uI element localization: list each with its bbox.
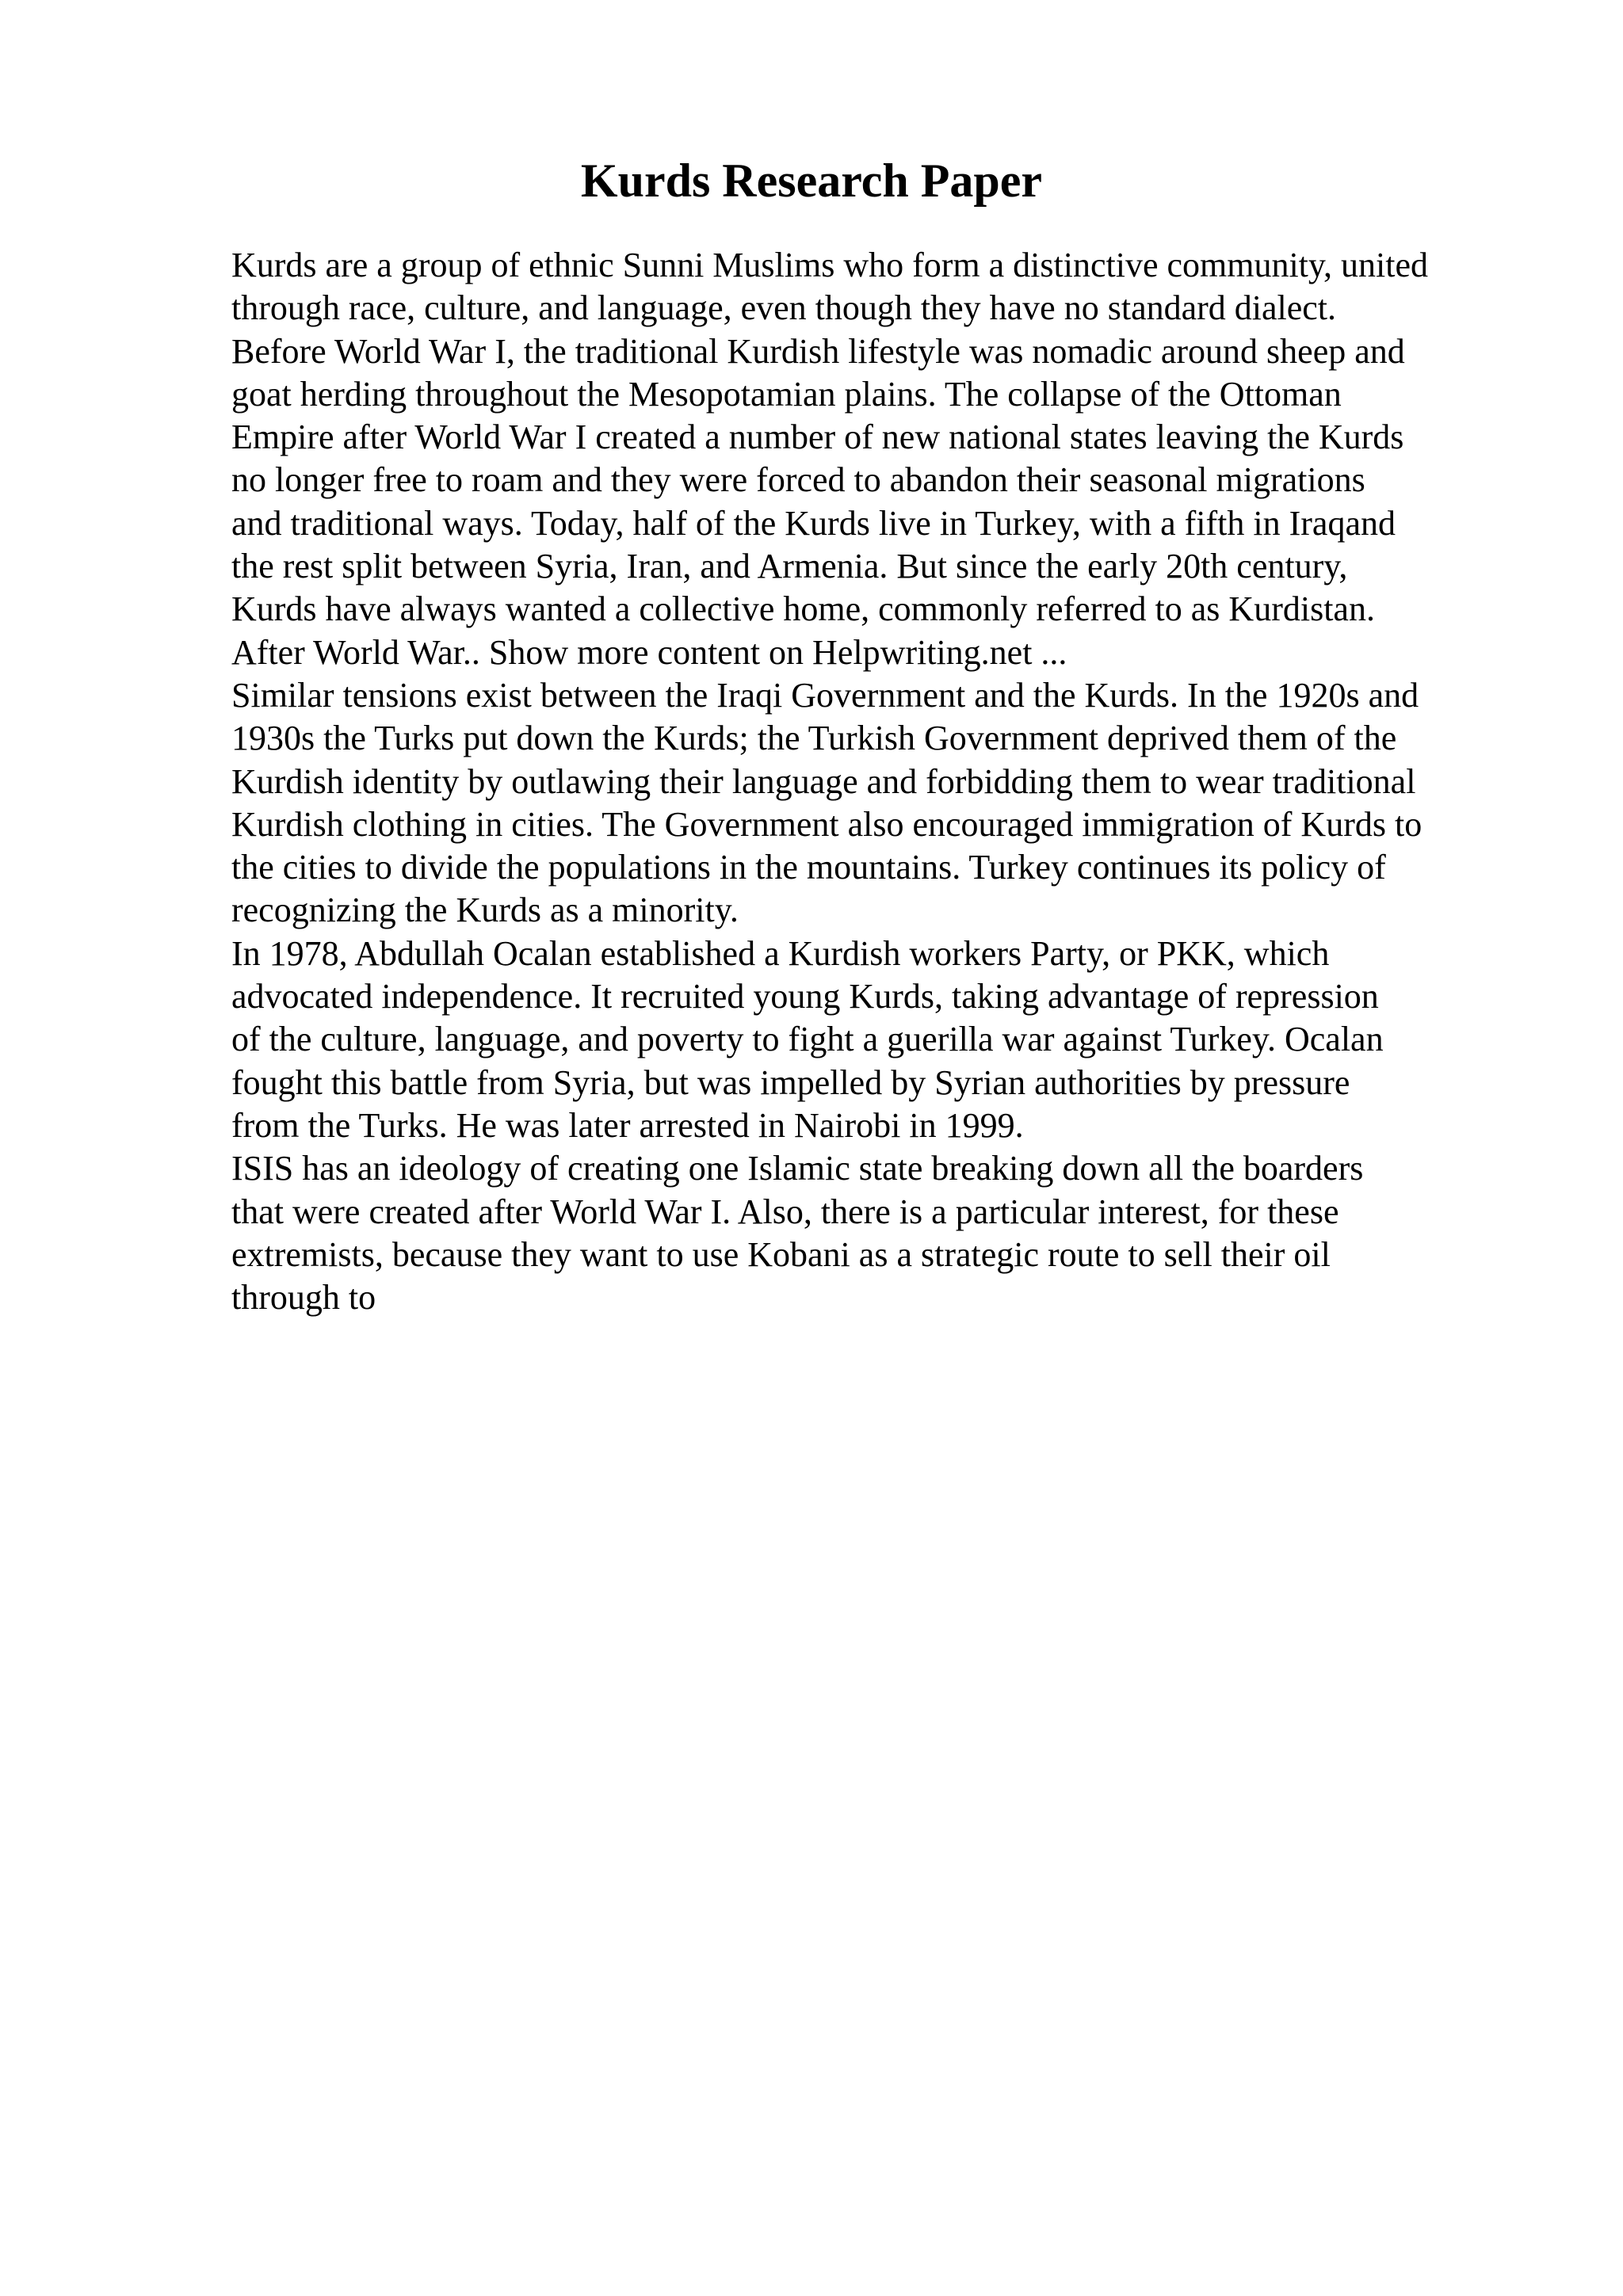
body-line: through to [231, 1278, 376, 1318]
body-line: goat herding throughout the Mesopotamian plains. The collapse of the Ottoman [231, 374, 1342, 414]
document-body [231, 244, 1515, 1319]
document-title: Kurds Research Paper [580, 154, 1043, 207]
body-line: the cities to divide the populations in the mountains. Turkey continues its policy of [231, 848, 1386, 887]
body-line: extremists, because they want to use Kobani as a strategic route to sell their oil [231, 1234, 1331, 1274]
body-line: no longer free to roam and they were forced to abandon their seasonal migrations [231, 460, 1365, 500]
body-line: that were created after World War I. Also, there is a particular interest, for these [231, 1192, 1339, 1231]
body-line: Before World War I, the traditional Kurdish lifestyle was nomadic around sheep and [231, 331, 1405, 371]
body-line: Similar tensions exist between the Iraqi Government and the Kurds. In the 1920s and [231, 675, 1419, 715]
body-line: and traditional ways. Today, half of the Kurds live in Turkey, with a fifth in Iraqand [231, 503, 1396, 543]
body-line: advocated independence. It recruited young Kurds, taking advantage of repression [231, 977, 1379, 1016]
body-line: from the Turks. He was later arrested in Nairobi in 1999. [231, 1105, 1024, 1145]
body-line: of the culture, language, and poverty to fight a guerilla war against Turkey. Ocalan [231, 1020, 1384, 1059]
body-line: ISIS has an ideology of creating one Islamic state breaking down all the boarders [231, 1149, 1364, 1188]
body-line: Kurds are a group of ethnic Sunni Muslims who form a distinctive community, united [231, 246, 1429, 284]
body-line: 1930s the Turks put down the Kurds; the Turkish Government deprived them of the [231, 719, 1397, 758]
body-line: through race, culture, and language, even though they have no standard dialect. [231, 288, 1337, 328]
body-line: recognizing the Kurds as a minority. [231, 891, 739, 930]
body-line: the rest split between Syria, Iran, and Armenia. But since the early 20th century, [231, 547, 1348, 586]
body-line: Kurdish identity by outlawing their language and forbidding them to wear traditional [231, 761, 1416, 801]
body-line: Empire after World War I created a number of new national states leaving the Kurds [231, 418, 1404, 457]
body-line: In 1978, Abdullah Ocalan established a Kurdish workers Party, or PKK, which [231, 933, 1330, 973]
body-line: fought this battle from Syria, but was impelled by Syrian authorities by pressure [231, 1062, 1350, 1102]
body-line: Kurds have always wanted a collective home, commonly referred to as Kurdistan. [231, 589, 1375, 629]
body-line: After World War.. Show more content on Helpwriting.net ... [231, 632, 1067, 672]
body-line: Kurdish clothing in cities. The Government also encouraged immigration of Kurds to [231, 804, 1423, 844]
